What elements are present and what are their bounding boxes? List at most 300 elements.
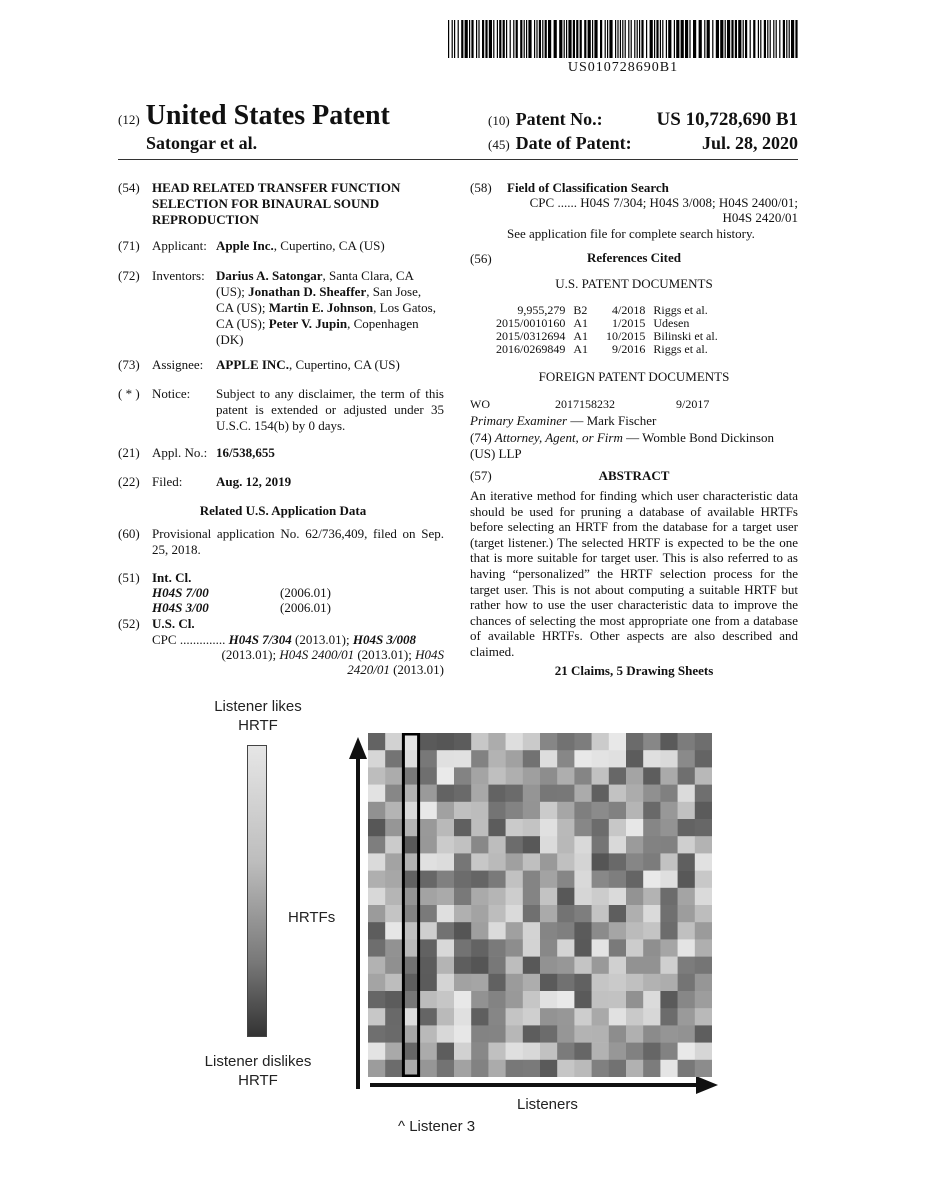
inventors: Darius A. Satongar, Santa Clara, CA (US); Jonathan D. Sheaffer, San Jose, CA (US); Martin E. Johnson, Los Gatos, CA (US); Peter V. Jupin, Copenhagen (DK) [216,268,436,347]
matrix-cell [471,819,489,837]
barcode-bar [452,20,453,58]
matrix-cell [420,733,438,751]
matrix-cell [471,888,489,906]
barcode-bar [689,20,690,58]
matrix-cell [471,991,489,1009]
matrix-cell [592,767,610,785]
matrix-cell [592,871,610,889]
matrix-cell [454,888,472,906]
barcode-bar [676,20,679,58]
barcode-bar [725,20,726,58]
matrix-cell [454,1008,472,1025]
matrix-cell [471,802,489,820]
matrix-cell [523,819,541,837]
matrix-cell [660,991,678,1009]
matrix-cell [488,853,506,871]
matrix-cell [385,853,403,871]
matrix-cell [660,974,678,992]
barcode-bar [493,20,494,58]
matrix-cell [454,733,472,751]
matrix-cell [506,1025,523,1043]
matrix-cell [454,974,472,992]
listener-3-marker: ^ Listener 3 [398,1118,476,1135]
barcode-bar [770,20,771,58]
matrix-cell [660,853,678,871]
matrix-cell [609,939,627,957]
matrix-cell [488,733,506,751]
matrix-cell [420,905,438,923]
matrix-cell [454,905,472,923]
matrix-cell [523,957,541,975]
barcode-bar [526,20,527,58]
barcode-image [448,20,798,58]
matrix-cell [385,905,403,923]
x-axis-label: Listeners [517,1096,578,1113]
matrix-cell [540,785,558,803]
matrix-cell [437,1025,455,1043]
matrix-cell [437,905,455,923]
barcode-bar [654,20,655,58]
matrix-cell [454,767,472,785]
matrix-cell [471,871,489,889]
matrix-cell [385,785,403,803]
matrix-cell [523,888,541,906]
matrix-cell [420,785,438,803]
matrix-cell [368,802,386,820]
barcode-bar [607,20,608,58]
matrix-cell [488,871,506,889]
barcode-bar [693,20,696,58]
matrix-cell [488,974,506,992]
matrix-cell [437,957,455,975]
legend-likes-label: Listener likes HRTF [214,698,302,734]
application-number: 16/538,655 [216,445,275,460]
matrix-cell [420,991,438,1009]
barcode-bar [707,20,710,58]
matrix-cell [626,1025,644,1043]
barcode-bar [660,20,661,58]
matrix-cell [643,785,661,803]
matrix-cell [609,802,627,820]
barcode-bar [727,20,730,58]
barcode-bar [580,20,582,58]
matrix-cell [609,853,627,871]
matrix-cell [643,1060,661,1077]
table-row: 9,955,279 B2 4/2018 Riggs et al. [517,303,708,317]
matrix-cell [557,1025,575,1043]
barcode-bar [704,20,705,58]
matrix-cell [643,871,661,889]
matrix-cell [678,733,696,751]
matrix-cell [506,957,523,975]
matrix-cell [609,957,627,975]
matrix-cell [557,1060,575,1077]
matrix-cell [609,767,627,785]
hrtf-preference-matrix [368,733,712,1077]
matrix-cell [678,785,696,803]
matrix-cell [678,991,696,1009]
matrix-cell [368,733,386,751]
barcode-bar [513,20,514,58]
matrix-cell [437,819,455,837]
matrix-cell [506,1043,523,1061]
barcode-bar [622,20,623,58]
matrix-cell [488,957,506,975]
matrix-cell [695,1060,712,1077]
matrix-cell [609,905,627,923]
matrix-cell [660,836,678,854]
matrix-cell [540,767,558,785]
matrix-cell [368,1060,386,1077]
matrix-cell [523,871,541,889]
matrix-cell [643,1025,661,1043]
matrix-cell [454,957,472,975]
matrix-cell [488,785,506,803]
matrix-cell [557,939,575,957]
assignee: APPLE INC., Cupertino, CA (US) [216,357,400,372]
matrix-cell [420,1043,438,1061]
matrix-cell [609,888,627,906]
matrix-cell [609,974,627,992]
barcode-bar [458,20,459,58]
matrix-cell [695,819,712,837]
barcode-bar [620,20,621,58]
barcode-bar [758,20,759,58]
barcode-bar [499,20,501,58]
matrix-cell [506,853,523,871]
matrix-cell [557,888,575,906]
matrix-cell [626,1060,644,1077]
barcode-bar [554,20,557,58]
matrix-cell [626,922,644,940]
matrix-cell [488,1008,506,1025]
matrix-cell [626,767,644,785]
matrix-cell [678,871,696,889]
matrix-cell [368,853,386,871]
notice-text: Subject to any disclaimer, the term of this patent is extended or adjusted under 35 U.S.C. 154(b) by 0 days. [216,386,444,433]
matrix-cell [678,819,696,837]
matrix-cell [540,836,558,854]
matrix-cell [488,767,506,785]
table-row: 2016/0269849 A1 9/2016 Riggs et al. [496,342,708,356]
matrix-cell [592,785,610,803]
matrix-cell [437,802,455,820]
matrix-cell [540,974,558,992]
matrix-cell [678,905,696,923]
barcode-bar [594,20,597,58]
matrix-cell [643,1008,661,1025]
barcode-bar [524,20,525,58]
matrix-cell [574,1060,592,1077]
matrix-cell [574,819,592,837]
matrix-cell [540,1060,558,1077]
matrix-cell [437,785,455,803]
matrix-cell [454,991,472,1009]
matrix-cell [368,991,386,1009]
matrix-cell [437,836,455,854]
matrix-cell [488,905,506,923]
barcode-bar [448,20,449,58]
header-divider [118,159,798,160]
matrix-cell [574,905,592,923]
matrix-cell [660,767,678,785]
matrix-cell [695,836,712,854]
matrix-cell [385,871,403,889]
matrix-cell [695,733,712,751]
matrix-cell [540,922,558,940]
matrix-cell [471,974,489,992]
matrix-cell [471,939,489,957]
us-references-table [492,304,722,356]
matrix-cell [557,991,575,1009]
matrix-cell [420,853,438,871]
matrix-cell [471,922,489,940]
matrix-cell [368,922,386,940]
matrix-cell [368,836,386,854]
int-cl-label: Int. Cl. [152,570,192,585]
barcode-bar [516,20,518,58]
matrix-cell [420,767,438,785]
barcode-bar [773,20,774,58]
related-data-heading: Related U.S. Application Data [199,503,367,518]
barcode-bar [646,20,647,58]
barcode-bar [656,20,658,58]
search-history-note: See application file for complete search history. [507,226,755,241]
barcode-bar [681,20,684,58]
barcode-bar [786,20,787,58]
matrix-cell [660,1043,678,1061]
barcode-bar [588,20,591,58]
matrix-cell [523,785,541,803]
matrix-cell [471,1008,489,1025]
matrix-cell [609,1060,627,1077]
matrix-cell [695,785,712,803]
barcode-bar [776,20,777,58]
matrix-cell [385,767,403,785]
barcode-bar [482,20,484,58]
matrix-cell [420,922,438,940]
matrix-cell [695,750,712,768]
matrix-cell [660,802,678,820]
matrix-cell [678,939,696,957]
barcode-bar [674,20,675,58]
matrix-cell [420,750,438,768]
matrix-cell [609,836,627,854]
matrix-cell [385,836,403,854]
matrix-cell [437,1060,455,1077]
matrix-cell [660,957,678,975]
matrix-cell [368,1008,386,1025]
matrix-cell [626,819,644,837]
us-cl-label: U.S. Cl. [152,616,195,631]
barcode-bar [685,20,688,58]
matrix-cell [488,991,506,1009]
matrix-cell [592,939,610,957]
barcode-bar [615,20,616,58]
barcode-bar [641,20,643,58]
matrix-cell [506,733,523,751]
matrix-cell [626,853,644,871]
matrix-cell [506,991,523,1009]
matrix-cell [454,1043,472,1061]
matrix-cell [506,767,523,785]
barcode-bar [497,20,498,58]
barcode-bar [662,20,663,58]
matrix-cell [454,871,472,889]
primary-examiner: Primary Examiner — Mark Fischer [470,413,657,428]
matrix-cell [574,1025,592,1043]
matrix-cell [420,836,438,854]
matrix-cell [420,1025,438,1043]
patent-number-value: US 10,728,690 B1 [656,109,798,130]
barcode-bar [461,20,463,58]
matrix-cell [695,922,712,940]
matrix-cell [678,853,696,871]
matrix-cell [437,939,455,957]
barcode-bar [795,20,797,58]
foreign-ref-country: WO [470,397,490,411]
matrix-cell [592,819,610,837]
matrix-cell [506,836,523,854]
matrix-cell [488,888,506,906]
applicant: Apple Inc., Cupertino, CA (US) [216,238,385,253]
barcode-bar [605,20,606,58]
matrix-cell [660,733,678,751]
barcode-bar [625,20,626,58]
matrix-cell [437,750,455,768]
barcode-number: US010728690B1 [567,60,679,75]
barcode-bar [789,20,790,58]
barcode-bar [753,20,755,58]
table-row: 2015/0010160 A1 1/2015 Udesen [496,316,690,330]
int-cl-1: H04S 7/00 [152,585,209,600]
matrix-cell [523,802,541,820]
barcode-bar [637,20,638,58]
matrix-cell [592,853,610,871]
matrix-cell [695,991,712,1009]
barcode-bar [668,20,671,58]
matrix-cell [540,853,558,871]
matrix-cell [471,905,489,923]
matrix-cell [626,974,644,992]
matrix-cell [540,819,558,837]
matrix-cell [506,888,523,906]
matrix-cell [695,957,712,975]
matrix-cell [471,836,489,854]
matrix-cell [454,836,472,854]
matrix-cell [574,922,592,940]
color-scale-bar [247,745,267,1037]
matrix-cell [368,1043,386,1061]
matrix-cell [626,750,644,768]
barcode-bar [735,20,737,58]
matrix-cell [695,905,712,923]
us-cl-cpc: CPC .............. H04S 7/304 (2013.01); H04S 3/008 [152,632,417,647]
barcode-bar [764,20,766,58]
barcode-bar [520,20,522,58]
matrix-cell [695,871,712,889]
matrix-cell [385,1060,403,1077]
matrix-cell [695,888,712,906]
matrix-cell [574,1043,592,1061]
matrix-cell [557,853,575,871]
barcode-bar [745,20,747,58]
barcode-bar [576,20,578,58]
matrix-cell [420,888,438,906]
matrix-cell [540,939,558,957]
matrix-cell [523,853,541,871]
date-of-patent-row: (45) Date of Patent: Jul. 28, 2020 [488,133,798,153]
matrix-cell [557,733,575,751]
matrix-cell [592,1060,610,1077]
matrix-cell [506,905,523,923]
matrix-cell [523,733,541,751]
matrix-cell [660,819,678,837]
matrix-cell [523,922,541,940]
matrix-cell [540,733,558,751]
us-patent-documents-heading: U.S. PATENT DOCUMENTS [555,276,713,291]
matrix-cell [592,1025,610,1043]
matrix-cell [385,819,403,837]
matrix-cell [660,1025,678,1043]
matrix-cell [540,802,558,820]
barcode-bar [609,20,612,58]
matrix-cell [454,853,472,871]
table-row: 2015/0312694 A1 10/2015 Bilinski et al. [496,329,718,343]
matrix-cell [454,922,472,940]
matrix-cell [540,1008,558,1025]
matrix-cell [626,939,644,957]
matrix-cell [609,1025,627,1043]
barcode-bar [539,20,541,58]
matrix-cell [643,836,661,854]
matrix-cell [626,785,644,803]
matrix-cell [574,957,592,975]
matrix-cell [385,733,403,751]
matrix-cell [540,750,558,768]
claims-summary: 21 Claims, 5 Drawing Sheets [554,663,714,678]
barcode-bar [542,20,543,58]
matrix-cell [540,905,558,923]
barcode-bar [534,20,535,58]
date-of-patent-label: Date of Patent: [515,133,632,153]
matrix-cell [609,750,627,768]
barcode-bar [465,20,468,58]
matrix-cell [695,1025,712,1043]
matrix-cell [557,922,575,940]
matrix-cell [368,939,386,957]
matrix-cell [437,922,455,940]
matrix-cell [385,1008,403,1025]
matrix-cell [523,905,541,923]
matrix-cell [695,974,712,992]
matrix-cell [437,974,455,992]
barcode-bar [738,20,741,58]
matrix-cell [437,888,455,906]
matrix-cell [695,939,712,957]
matrix-cell [420,871,438,889]
barcode-bar [548,20,551,58]
matrix-cell [506,750,523,768]
field-of-search-cpc: CPC ...... H04S 7/304; H04S 3/008; H04S 2400/01; [529,195,798,210]
matrix-cell [506,1008,523,1025]
matrix-cell [626,802,644,820]
matrix-cell [420,957,438,975]
matrix-cell [660,1060,678,1077]
patent-number-label: Patent No.: [515,109,603,129]
matrix-cell [540,1043,558,1061]
matrix-cell [626,1008,644,1025]
